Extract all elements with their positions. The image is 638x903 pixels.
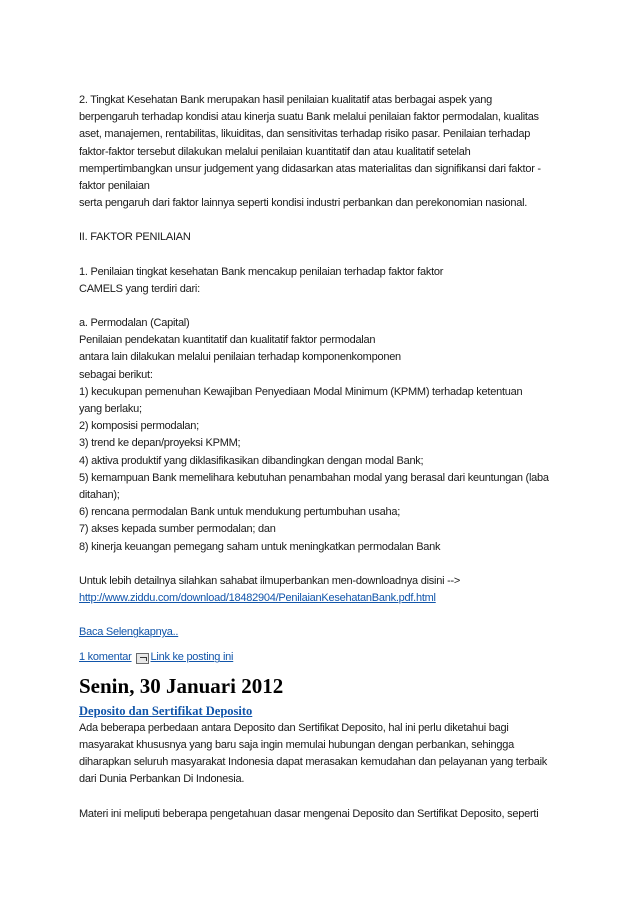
text-line: faktor penilaian	[79, 180, 150, 193]
read-more-link[interactable]: Baca Selengkapnya..	[79, 626, 179, 639]
list-item: yang berlaku;	[79, 403, 142, 416]
text-line: 1. Penilaian tingkat kesehatan Bank mencakup penilaian terhadap faktor faktor	[79, 265, 444, 278]
text-line: mempertimbangkan unsur judgement yang didasarkan atas materialitas dan signifikansi dari faktor -	[79, 162, 541, 175]
section-heading: II. FAKTOR PENILAIAN	[79, 231, 191, 244]
permalink-link[interactable]: Link ke posting ini	[150, 651, 234, 664]
text-line: dari Dunia Perbankan Di Indonesia.	[79, 773, 245, 786]
list-item: 7) akses kepada sumber permodalan; dan	[79, 523, 276, 536]
list-item: 8) kinerja keuangan pemegang saham untuk meningkatkan permodalan Bank	[79, 540, 441, 553]
text-line: Materi ini meliputi beberapa pengetahuan dasar mengenai Deposito dan Sertifikat Deposito, seperti	[79, 807, 539, 820]
text-line: a. Permodalan (Capital)	[79, 317, 190, 330]
download-text: Untuk lebih detailnya silahkan sahabat ilmuperbankan men-downloadnya disini -->	[79, 574, 461, 587]
list-item: 6) rencana permodalan Bank untuk mendukung pertumbuhan usaha;	[79, 506, 401, 519]
text-line: masyarakat khususnya yang baru saja ingin memulai hubungan dengan perbankan, sehingga	[79, 738, 514, 751]
download-link[interactable]: http://www.ziddu.com/download/18482904/PenilaianKesehatanBank.pdf.html	[79, 592, 436, 605]
text-line: CAMELS yang terdiri dari:	[79, 282, 200, 295]
paragraph-tingkat-kesehatan	[79, 92, 569, 212]
text-line: Ada beberapa perbedaan antara Deposito dan Sertifikat Deposito, hal ini perlu diketahui bagi	[79, 721, 509, 734]
list-item: 5) kemampuan Bank memelihara kebutuhan penambahan modal yang berasal dari keuntungan (laba	[79, 471, 549, 484]
text-line: aset, manajemen, rentabilitas, likuiditas, dan sensitivitas terhadap risiko pasar. Penilaian terhadap	[79, 128, 531, 141]
post-footer	[79, 649, 569, 666]
list-item: 2) komposisi permodalan;	[79, 420, 199, 433]
text-line: serta pengaruh dari faktor lainnya seperti kondisi industri perbankan dan perekonomian nasional.	[79, 197, 528, 210]
link-arrow-icon[interactable]	[136, 653, 149, 664]
text-line: sebagai berikut:	[79, 368, 153, 381]
comments-link[interactable]: 1 komentar	[79, 651, 132, 664]
list-item: 4) aktiva produktif yang diklasifikasikan dibandingkan dengan modal Bank;	[79, 454, 424, 467]
list-item: ditahan);	[79, 489, 120, 502]
date-heading: Senin, 30 Januari 2012	[79, 673, 284, 698]
text-line: Penilaian pendekatan kuantitatif dan kualitatif faktor permodalan	[79, 334, 376, 347]
document-page	[79, 92, 569, 823]
text-line: 2. Tingkat Kesehatan Bank merupakan hasil penilaian kualitatif atas berbagai aspek yang	[79, 94, 493, 106]
text-line: antara lain dilakukan melalui penilaian terhadap komponenkomponen	[79, 351, 401, 364]
list-item: 3) trend ke depan/proyeksi KPMM;	[79, 437, 241, 450]
text-line: faktor-faktor tersebut dilakukan melalui penilaian kuantitatif dan atau kualitatif setelah	[79, 145, 471, 158]
paragraph-permodalan	[79, 315, 569, 556]
paragraph-deposito	[79, 720, 569, 789]
paragraph-faktor	[79, 264, 569, 298]
text-line: berpengaruh terhadap kondisi atau kinerja suatu Bank melalui penilaian faktor permodalan, kualitas	[79, 111, 539, 124]
post-title-link[interactable]: Deposito dan Sertifikat Deposito	[79, 703, 253, 718]
text-line: diharapkan seluruh masyarakat Indonesia dapat merasakan kemudahan dan pelayanan yang terbaik	[79, 756, 548, 769]
list-item: 1) kecukupan pemenuhan Kewajiban Penyediaan Modal Minimum (KPMM) terhadap ketentuan	[79, 385, 523, 398]
paragraph-materi	[79, 806, 569, 823]
